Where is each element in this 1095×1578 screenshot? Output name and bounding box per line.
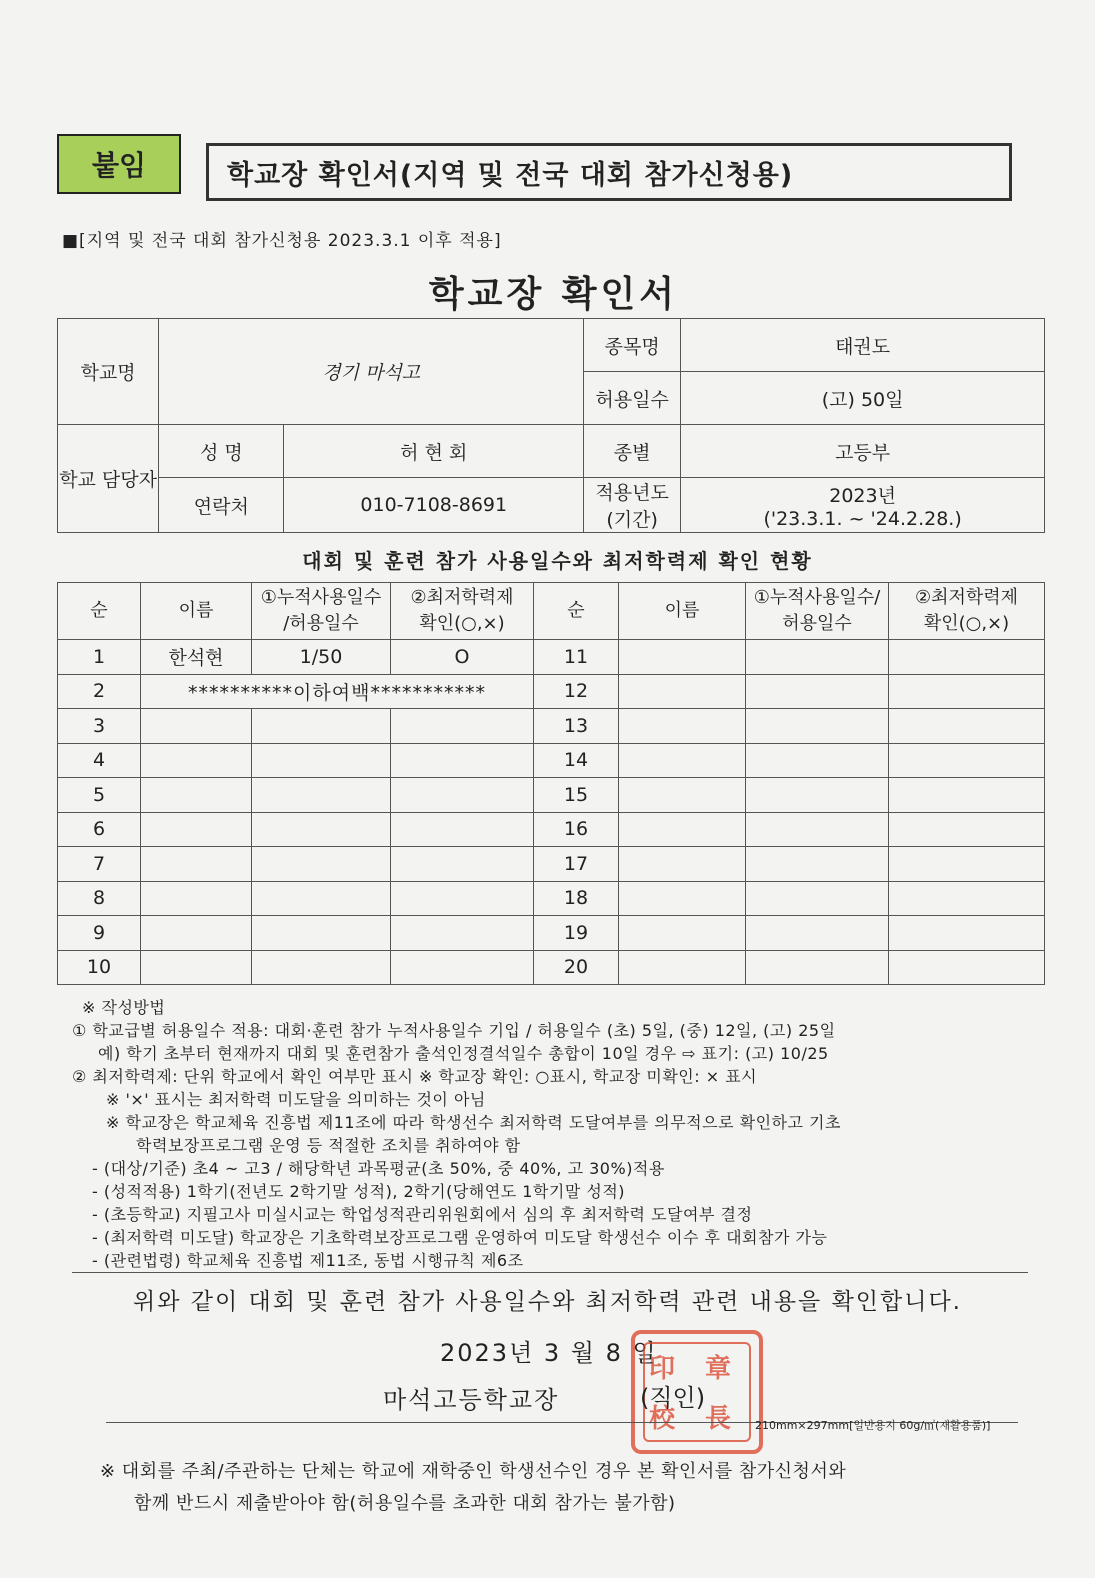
table-row xyxy=(58,640,1045,675)
header-title: 학교장 확인서(지역 및 전국 대회 참가신청용) xyxy=(206,143,1012,201)
table-row xyxy=(58,812,1045,847)
row-no: 11 xyxy=(534,640,619,675)
instruction-line: 학력보장프로그램 운영 등 적절한 조치를 취하여야 함 xyxy=(136,1136,521,1155)
instructions xyxy=(72,996,1042,1272)
row-name xyxy=(619,674,746,709)
issue-date: 2023년 3 월 8 일 xyxy=(440,1339,658,1367)
row-used: 1/50 xyxy=(252,640,391,675)
year-value: 2023년 ('23.3.1. ~ '24.2.28.) xyxy=(681,478,1045,533)
row-no: 16 xyxy=(534,812,619,847)
contact-label: 연락처 xyxy=(159,478,284,533)
instructions-title: ※ 작성방법 xyxy=(82,998,166,1017)
school-value: 경기 마석고 xyxy=(159,319,584,425)
name-value: 허 현 회 xyxy=(284,425,584,478)
row-no: 20 xyxy=(534,950,619,985)
col-used-right: ①누적사용일수/ 허용일수 xyxy=(746,583,889,640)
row-no: 7 xyxy=(58,847,141,882)
contact-value: 010-7108-8691 xyxy=(284,478,584,533)
school-label: 학교명 xyxy=(58,319,159,425)
applicability-note: ■[지역 및 전국 대회 참가신청용 2023.3.1 이후 적용] xyxy=(62,231,502,251)
year-label: 적용년도 (기간) xyxy=(584,478,681,533)
section-title: 대회 및 훈련 참가 사용일수와 최저학력제 확인 현황 xyxy=(302,549,813,573)
col-name: 이름 xyxy=(141,583,252,640)
instruction-line: ② 최저학력제: 단위 학교에서 확인 여부만 표시 ※ 학교장 확인: ○표시, 학교장 미확인: × 표시 xyxy=(72,1067,758,1086)
col-name-right: 이름 xyxy=(619,583,746,640)
row-no: 10 xyxy=(58,950,141,985)
table-row xyxy=(58,743,1045,778)
row-no: 2 xyxy=(58,674,141,709)
row-no: 15 xyxy=(534,778,619,813)
row-no: 5 xyxy=(58,778,141,813)
row-no: 3 xyxy=(58,709,141,744)
row-used xyxy=(746,674,889,709)
row-name xyxy=(619,640,746,675)
row-no: 8 xyxy=(58,881,141,916)
row-no: 19 xyxy=(534,916,619,951)
seal-label: (직인) xyxy=(640,1384,706,1412)
table-row xyxy=(58,881,1045,916)
row-min: O xyxy=(391,640,534,675)
row-no: 9 xyxy=(58,916,141,951)
submission-note xyxy=(100,1456,1040,1520)
row-no: 13 xyxy=(534,709,619,744)
allowed-label: 허용일수 xyxy=(584,372,681,425)
confirmation-text: 위와 같이 대회 및 훈련 참가 사용일수와 최저학력 관련 내용을 확인합니다. xyxy=(133,1289,962,1315)
col-min: ②최저학력제 확인(○,×) xyxy=(391,583,534,640)
blank-marker: **********이하여백*********** xyxy=(141,674,534,709)
status-table xyxy=(57,582,1045,985)
info-table xyxy=(57,318,1045,533)
row-no: 17 xyxy=(534,847,619,882)
row-name: 한석현 xyxy=(141,640,252,675)
manager-label: 학교 담당자 xyxy=(58,425,159,533)
table-row xyxy=(58,709,1045,744)
row-used xyxy=(746,640,889,675)
note-line: ※ 대회를 주최/주관하는 단체는 학교에 재학중인 학생선수인 경우 본 확인서를 참가신청서와 xyxy=(100,1461,847,1482)
instruction-line: - (최저학력 미도달) 학교장은 기초학력보장프로그램 운영하여 미도달 학생선수 이수 후 대회참가 가능 xyxy=(92,1228,828,1247)
division-value: 고등부 xyxy=(681,425,1045,478)
allowed-value: (고) 50일 xyxy=(681,372,1045,425)
col-used: ①누적사용일수 /허용일수 xyxy=(252,583,391,640)
col-min-right: ②최저학력제 확인(○,×) xyxy=(889,583,1045,640)
row-no: 6 xyxy=(58,812,141,847)
instruction-line: ① 학교급별 허용일수 적용: 대회·훈련 참가 누적사용일수 기입 / 허용일수 (초) 5일, (중) 12일, (고) 25일 xyxy=(72,1021,836,1040)
table-row xyxy=(58,674,1045,709)
row-no: 1 xyxy=(58,640,141,675)
instruction-line: - (관련법령) 학교체육 진흥법 제11조, 동법 시행규칙 제6조 xyxy=(92,1251,524,1270)
row-min xyxy=(889,640,1045,675)
row-no: 12 xyxy=(534,674,619,709)
document-title: 학교장 확인서 xyxy=(428,274,679,315)
table-row xyxy=(58,778,1045,813)
col-no: 순 xyxy=(58,583,141,640)
instruction-line: - (초등학교) 지필고사 미실시교는 학업성적관리위원회에서 심의 후 최저학력 도달여부 결정 xyxy=(92,1205,753,1224)
event-label: 종목명 xyxy=(584,319,681,372)
row-no: 4 xyxy=(58,743,141,778)
event-value: 태권도 xyxy=(681,319,1045,372)
name-label: 성 명 xyxy=(159,425,284,478)
table-row xyxy=(58,847,1045,882)
attachment-tag: 붙임 xyxy=(57,134,181,194)
instruction-line: ※ '×' 표시는 최저학력 미도달을 의미하는 것이 아님 xyxy=(106,1090,486,1109)
row-no: 14 xyxy=(534,743,619,778)
row-min xyxy=(889,674,1045,709)
instruction-line: 예) 학기 초부터 현재까지 대회 및 훈련참가 출석인정결석일수 총합이 10일 경우 ⇨ 표기: (고) 10/25 xyxy=(98,1044,829,1063)
table-row xyxy=(58,950,1045,985)
row-no: 18 xyxy=(534,881,619,916)
principal-title: 마석고등학교장 xyxy=(383,1386,560,1414)
instruction-line: ※ 학교장은 학교체육 진흥법 제11조에 따라 학생선수 최저학력 도달여부를 의무적으로 확인하고 기초 xyxy=(106,1113,841,1132)
col-no-right: 순 xyxy=(534,583,619,640)
table-row xyxy=(58,916,1045,951)
division-label: 종별 xyxy=(584,425,681,478)
instruction-line: - (대상/기준) 초4 ~ 고3 / 해당학년 과목평균(초 50%, 중 40%, 고 30%)적용 xyxy=(92,1159,665,1178)
official-seal: 印 章 校 長 xyxy=(631,1330,763,1454)
divider xyxy=(72,1272,1028,1273)
paper-spec: 210mm×297mm[일반용지 60g/㎡(재활용품)] xyxy=(755,1419,991,1432)
note-line: 함께 반드시 제출받아야 함(허용일수를 초과한 대회 참가는 불가함) xyxy=(134,1493,676,1514)
instruction-line: - (성적적용) 1학기(전년도 2학기말 성적), 2학기(당해연도 1학기말 성적) xyxy=(92,1182,626,1201)
